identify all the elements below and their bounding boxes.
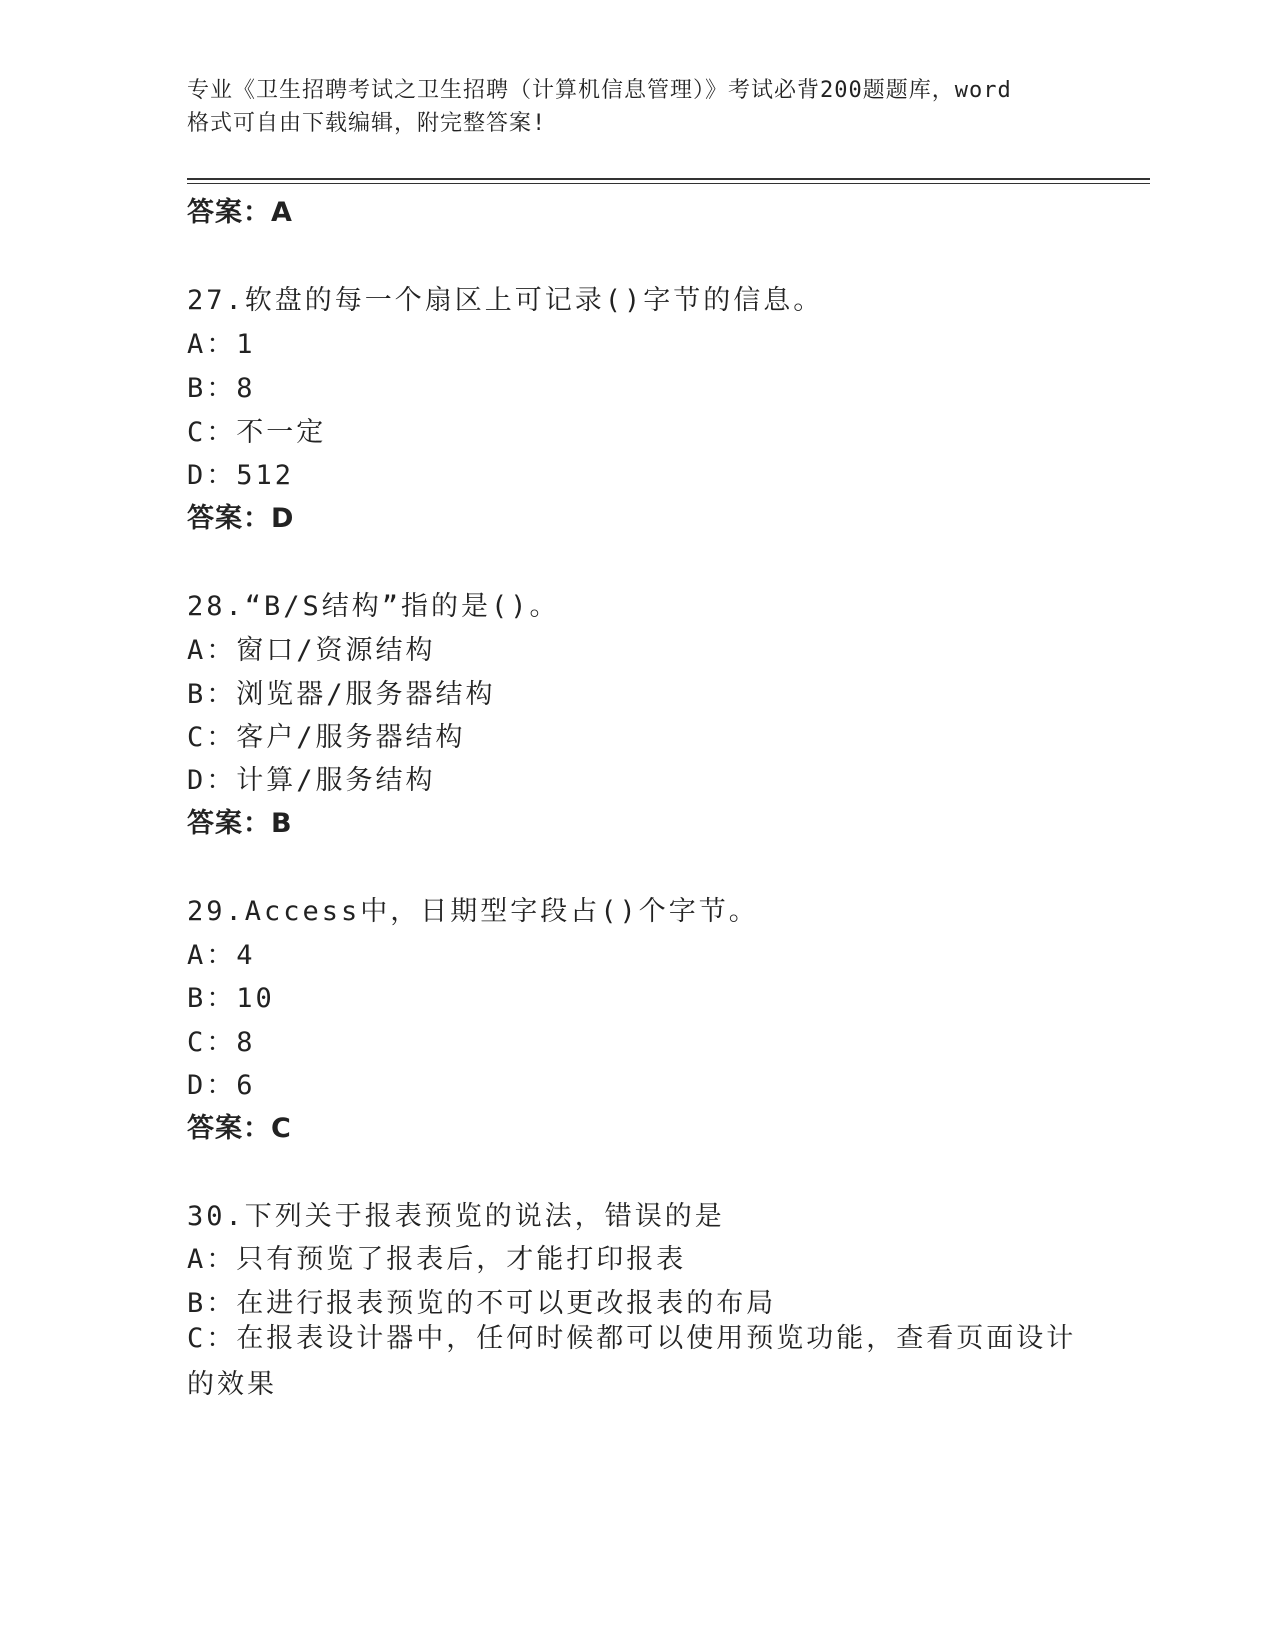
option-a: A：1	[187, 329, 256, 360]
option-d: D：512	[187, 460, 295, 491]
answer-line: 答案：C	[187, 1113, 292, 1144]
option-a: A：窗口/资源结构	[187, 635, 436, 666]
option-c: C：客户/服务器结构	[187, 722, 466, 753]
answer-line: 答案：A	[187, 197, 293, 228]
option-d: D：计算/服务结构	[187, 765, 436, 796]
option-a: A：只有预览了报表后，才能打印报表	[187, 1244, 687, 1275]
option-c: C：8	[187, 1027, 256, 1058]
option-b: B：8	[187, 373, 256, 404]
header-line-1: 专业《卫生招聘考试之卫生招聘（计算机信息管理）》考试必背200题题库，word	[187, 78, 1012, 103]
answer-line: 答案：D	[187, 503, 295, 534]
header-divider-bottom	[187, 183, 1150, 184]
option-c: C：在报表设计器中，任何时候都可以使用预览功能，查看页面设计的效果	[187, 1323, 1077, 1400]
question-30: 30.下列关于报表预览的说法，错误的是	[187, 1201, 725, 1232]
question-29: 29.Access中，日期型字段占()个字节。	[187, 896, 759, 927]
question-28: 28.“B/S结构”指的是()。	[187, 591, 560, 622]
header-divider-top	[187, 178, 1150, 180]
question-27: 27.软盘的每一个扇区上可记录()字节的信息。	[187, 285, 824, 316]
option-c: C：不一定	[187, 417, 327, 448]
option-b: B：10	[187, 983, 275, 1014]
option-b: B：浏览器/服务器结构	[187, 679, 496, 710]
option-d: D：6	[187, 1070, 256, 1101]
header-line-2: 格式可自由下载编辑，附完整答案!	[187, 111, 547, 136]
option-a: A：4	[187, 940, 256, 971]
document-header	[187, 74, 1087, 140]
option-b: B：在进行报表预览的不可以更改报表的布局	[187, 1288, 777, 1319]
answer-line: 答案：B	[187, 808, 293, 839]
